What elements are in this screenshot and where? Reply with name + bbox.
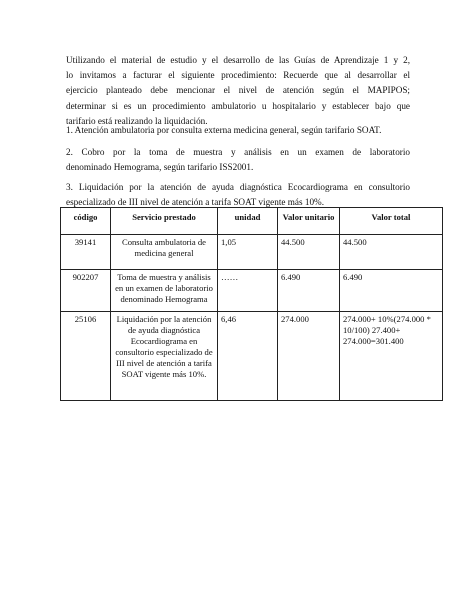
cell-valor-unitario: 6.490 <box>278 270 340 312</box>
header-servicio: Servicio prestado <box>111 208 218 235</box>
cell-valor-unitario: 274.000 <box>278 312 340 401</box>
cell-valor-total: 274.000+ 10%(274.000 * 10/100) 27.400+ 274.000=301.400 <box>340 312 443 401</box>
intro-line: Utilizando el material de estudio y el desarrollo de las Guías de Aprendizaje 1 y 2, <box>66 55 410 65</box>
item-line: denominado Hemograma, según tarifario ISS2001. <box>66 161 254 172</box>
item-line: especializado de III nivel de atención a tarifa SOAT vigente más 10%. <box>66 196 325 207</box>
header-valor-total: Valor total <box>340 208 443 235</box>
cell-codigo: 39141 <box>61 235 111 270</box>
intro-paragraph <box>66 53 410 129</box>
cell-servicio: Liquidación por la atención de ayuda diagnóstica Ecocardiograma en consultorio especializado de III nivel de atención a tarifa SOAT vigente más 10%. <box>111 312 218 401</box>
exercise-item-1 <box>66 123 410 138</box>
exercise-item-3 <box>66 180 410 209</box>
header-valor-unitario: Valor unitario <box>278 208 340 235</box>
cell-unidad: 1,05 <box>218 235 278 270</box>
header-codigo: código <box>61 208 111 235</box>
cell-unidad: 6,46 <box>218 312 278 401</box>
intro-line: ejercicio planteado debe mencionar el nivel de atención según el MAPIPOS; <box>66 85 410 96</box>
cell-valor-total: 44.500 <box>340 235 443 270</box>
cell-valor-total: 6.490 <box>340 270 443 312</box>
intro-line: determinar si es un procedimiento ambulatorio u hospitalario y establecer bajo que <box>66 100 410 111</box>
item-line: 3. Liquidación por la atención de ayuda diagnóstica Ecocardiograma en consultorio <box>66 182 410 192</box>
cell-valor-unitario: 44.500 <box>278 235 340 270</box>
intro-line: tarifario está realizando la liquidación. <box>66 115 208 126</box>
exercise-item-2 <box>66 145 410 174</box>
cell-unidad: …… <box>218 270 278 312</box>
cell-codigo: 25106 <box>61 312 111 401</box>
table-row <box>61 270 443 312</box>
billing-table <box>60 207 443 401</box>
cell-codigo: 902207 <box>61 270 111 312</box>
item-line: 1. Atención ambulatoria por consulta externa medicina general, según tarifario SOAT. <box>66 125 382 135</box>
intro-line: lo invitamos a facturar el siguiente procedimiento: Recuerde que al desarrollar el <box>66 70 410 81</box>
cell-servicio: Consulta ambulatoria de medicina general <box>111 235 218 270</box>
table-row <box>61 235 443 270</box>
table-header-row <box>61 208 443 235</box>
table-row <box>61 312 443 401</box>
header-unidad: unidad <box>218 208 278 235</box>
item-line: 2. Cobro por la toma de muestra y análisis en un examen de laboratorio <box>66 147 410 157</box>
cell-servicio: Toma de muestra y análisis en un examen de laboratorio denominado Hemograma <box>111 270 218 312</box>
